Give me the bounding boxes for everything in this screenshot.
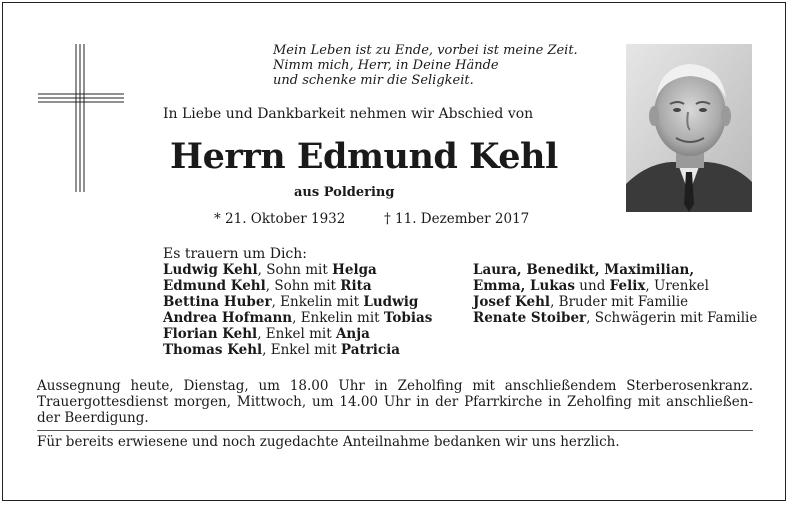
thanks-text: Für bereits erwiesene und noch zugedachte Anteilnahme bedanken wir uns herzlich. (37, 434, 620, 450)
origin-text: aus Poldering (294, 185, 395, 200)
mourner-name: Renate Stoiber (473, 310, 587, 326)
mourner-relation: , Enkelin mit (292, 310, 384, 326)
mourner-name: Florian Kehl (163, 326, 258, 342)
poem-line: und schenke mir die Seligkeit. (273, 73, 474, 88)
portrait-photo (626, 44, 752, 212)
mourner-relation: , Enkel mit (257, 326, 336, 342)
list-item (163, 326, 432, 342)
service-line: Aussegnung heute, Dienstag, um 18.00 Uhr in Zeholfing mit anschließendem Sterberosenkranz. (37, 378, 753, 394)
mourner-partner: Patricia (340, 342, 401, 358)
mourner-relation: , Sohn mit (265, 278, 341, 294)
mourner-partner: Rita (340, 278, 372, 294)
deceased-name: Herrn Edmund Kehl (170, 136, 558, 177)
poem (273, 43, 578, 88)
poem-line: Nimm mich, Herr, in Deine Hände (273, 58, 499, 73)
mourner-relation: , Bruder mit Familie (550, 294, 689, 310)
list-item (163, 278, 432, 294)
mourner-relation: , Enkel mit (262, 342, 341, 358)
list-item (473, 294, 757, 310)
poem-line: Mein Leben ist zu Ende, vorbei ist meine Zeit. (273, 43, 578, 58)
mourner-partner: Anja (335, 326, 370, 342)
mourner-partner: Ludwig (363, 294, 419, 310)
death-date: † 11. Dezember 2017 (384, 211, 530, 227)
mourner-name: Felix (609, 278, 646, 294)
mourner-name: Thomas Kehl (163, 342, 263, 358)
mourner-partner: Helga (332, 262, 377, 278)
birth-date: * 21. Oktober 1932 (214, 211, 346, 227)
mourners-list-right (473, 262, 757, 326)
mourner-name: Laura, Benedikt, Maximilian, (473, 262, 695, 278)
mourner-relation: und (575, 278, 610, 294)
list-item (163, 310, 432, 326)
mourner-name: Josef Kehl (473, 294, 551, 310)
service-info (37, 378, 753, 426)
intro-text: In Liebe und Dankbarkeit nehmen wir Abschied von (163, 106, 534, 122)
mourner-name: Andrea Hofmann (163, 310, 293, 326)
mourner-name: Ludwig Kehl (163, 262, 258, 278)
service-line: Trauergottesdienst morgen, Mittwoch, um 14.00 Uhr in der Pfarrkirche in Zeholfing mit anschließen- (37, 394, 753, 410)
mourner-relation: , Sohn mit (257, 262, 333, 278)
list-item (473, 278, 757, 294)
mourner-relation: , Enkelin mit (271, 294, 364, 310)
list-item (163, 342, 432, 358)
mourner-name: Emma, Lukas (473, 278, 576, 294)
service-line: der Beerdigung. (37, 410, 149, 426)
mourners-list-left (163, 262, 432, 358)
list-item (163, 262, 432, 278)
list-item (163, 294, 432, 310)
divider (37, 430, 753, 431)
mourners-heading: Es trauern um Dich: (163, 246, 307, 262)
mourner-partner: Tobias (383, 310, 433, 326)
list-item (473, 262, 757, 278)
mourner-name: Bettina Huber (163, 294, 272, 310)
mourner-relation: , Schwägerin mit Familie (586, 310, 758, 326)
mourner-relation: , Urenkel (645, 278, 709, 294)
mourner-name: Edmund Kehl (163, 278, 266, 294)
list-item (473, 310, 757, 326)
cross-icon (38, 44, 124, 192)
